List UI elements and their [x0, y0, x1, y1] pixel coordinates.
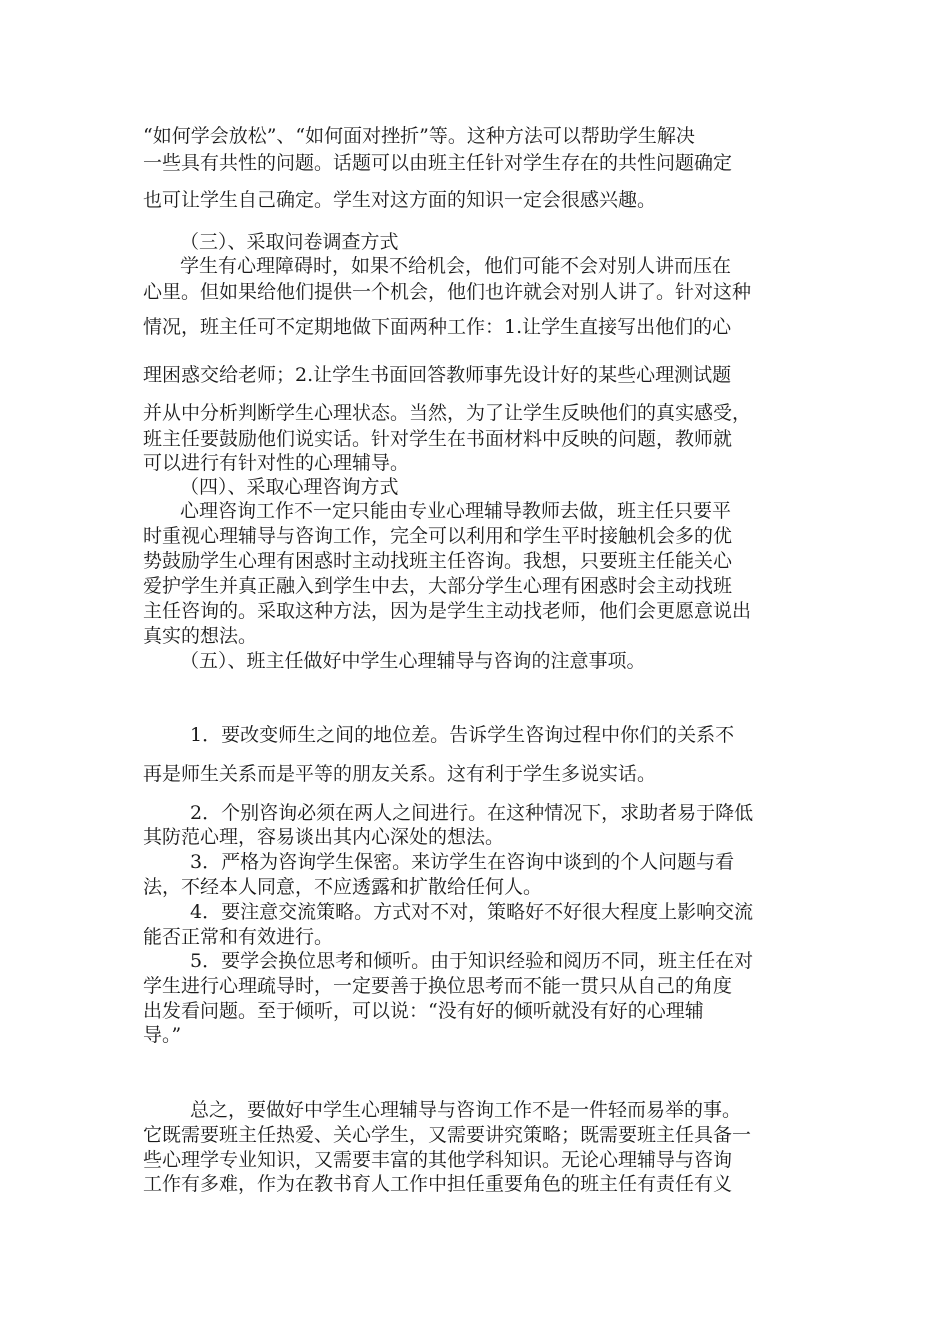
text-line: 并从中分析判断学生心理状态。当然，为了让学生反映他们的真实感受， [143, 402, 752, 424]
text-line: 一些具有共性的问题。话题可以由班主任针对学生存在的共性问题确定 [143, 152, 733, 174]
text-line: 心理咨询工作不一定只能由专业心理辅导教师去做，班主任只要平 [180, 500, 732, 522]
list-item-2-line: 2．个别咨询必须在两人之间进行。在这种情况下，求助者易于降低 [190, 802, 754, 824]
list-item-5-line: 学生进行心理疏导时，一定要善于换位思考而不能一贯只从自己的角度 [143, 975, 733, 997]
text-line: 时重视心理辅导与咨询工作，完全可以利用和学生平时接触机会多的优 [143, 525, 733, 547]
text-line: 爱护学生并真正融入到学生中去，大部分学生心理有困惑时会主动找班 [143, 575, 733, 597]
text-line: 心里。但如果给他们提供一个机会，他们也许就会对别人讲了。针对这种 [143, 281, 752, 303]
text-line: 学生有心理障碍时，如果不给机会，他们可能不会对别人讲而压在 [180, 255, 732, 277]
text-line: 工作有多难，作为在教书育人工作中担任重要角色的班主任有责任有义 [143, 1173, 733, 1195]
text-line: 总之，要做好中学生心理辅导与咨询工作不是一件轻而易举的事。 [190, 1099, 742, 1121]
list-item-5-line: 出发看问题。至于倾听，可以说：“没有好的倾听就没有好的心理辅 [143, 1000, 704, 1022]
text-line: 主任咨询的。采取这种方法，因为是学生主动找老师，他们会更愿意说出 [143, 600, 752, 622]
text-line: 也可让学生自己确定。学生对这方面的知识一定会很感兴趣。 [143, 189, 657, 211]
section-heading-5: （五）、班主任做好中学生心理辅导与咨询的注意事项。 [180, 650, 646, 672]
list-item-4-line: 能否正常和有效进行。 [143, 926, 334, 948]
text-line: 班主任要鼓励他们说实话。针对学生在书面材料中反映的问题，教师就 [143, 428, 733, 450]
text-line: 些心理学专业知识，又需要丰富的其他学科知识。无论心理辅导与咨询 [143, 1149, 733, 1171]
list-item-1-line: 1．要改变师生之间的地位差。告诉学生咨询过程中你们的关系不 [190, 724, 735, 746]
text-line: 它既需要班主任热爱、关心学生，又需要讲究策略；既需要班主任具备一 [143, 1124, 752, 1146]
text-line: 真实的想法。 [143, 625, 258, 647]
text-line: 势鼓励学生心理有困惑时主动找班主任咨询。我想，只要班主任能关心 [143, 550, 733, 572]
section-heading-3: （三）、采取问卷调查方式 [180, 231, 399, 253]
text-line: 理困惑交给老师；2.让学生书面回答教师事先设计好的某些心理测试题 [143, 364, 732, 386]
text-line: 可以进行有针对性的心理辅导。 [143, 452, 410, 474]
list-item-3-line: 3．严格为咨询学生保密。来访学生在咨询中谈到的个人问题与看 [190, 851, 735, 873]
text-line: “如何学会放松”、“如何面对挫折”等。这种方法可以帮助学生解决 [143, 125, 695, 147]
list-item-5-line: 导。” [143, 1024, 182, 1046]
list-item-1-line: 再是师生关系而是平等的朋友关系。这有利于学生多说实话。 [143, 763, 657, 785]
text-line: 情况，班主任可不定期地做下面两种工作：1.让学生直接写出他们的心 [143, 316, 732, 338]
list-item-2-line: 其防范心理，容易谈出其内心深处的想法。 [143, 826, 505, 848]
list-item-4-line: 4．要注意交流策略。方式对不对，策略好不好很大程度上影响交流 [190, 901, 754, 923]
section-heading-4: （四）、采取心理咨询方式 [180, 476, 399, 498]
list-item-3-line: 法，不经本人同意，不应透露和扩散给任何人。 [143, 876, 543, 898]
list-item-5-line: 5．要学会换位思考和倾听。由于知识经验和阅历不同，班主任在对 [190, 950, 754, 972]
